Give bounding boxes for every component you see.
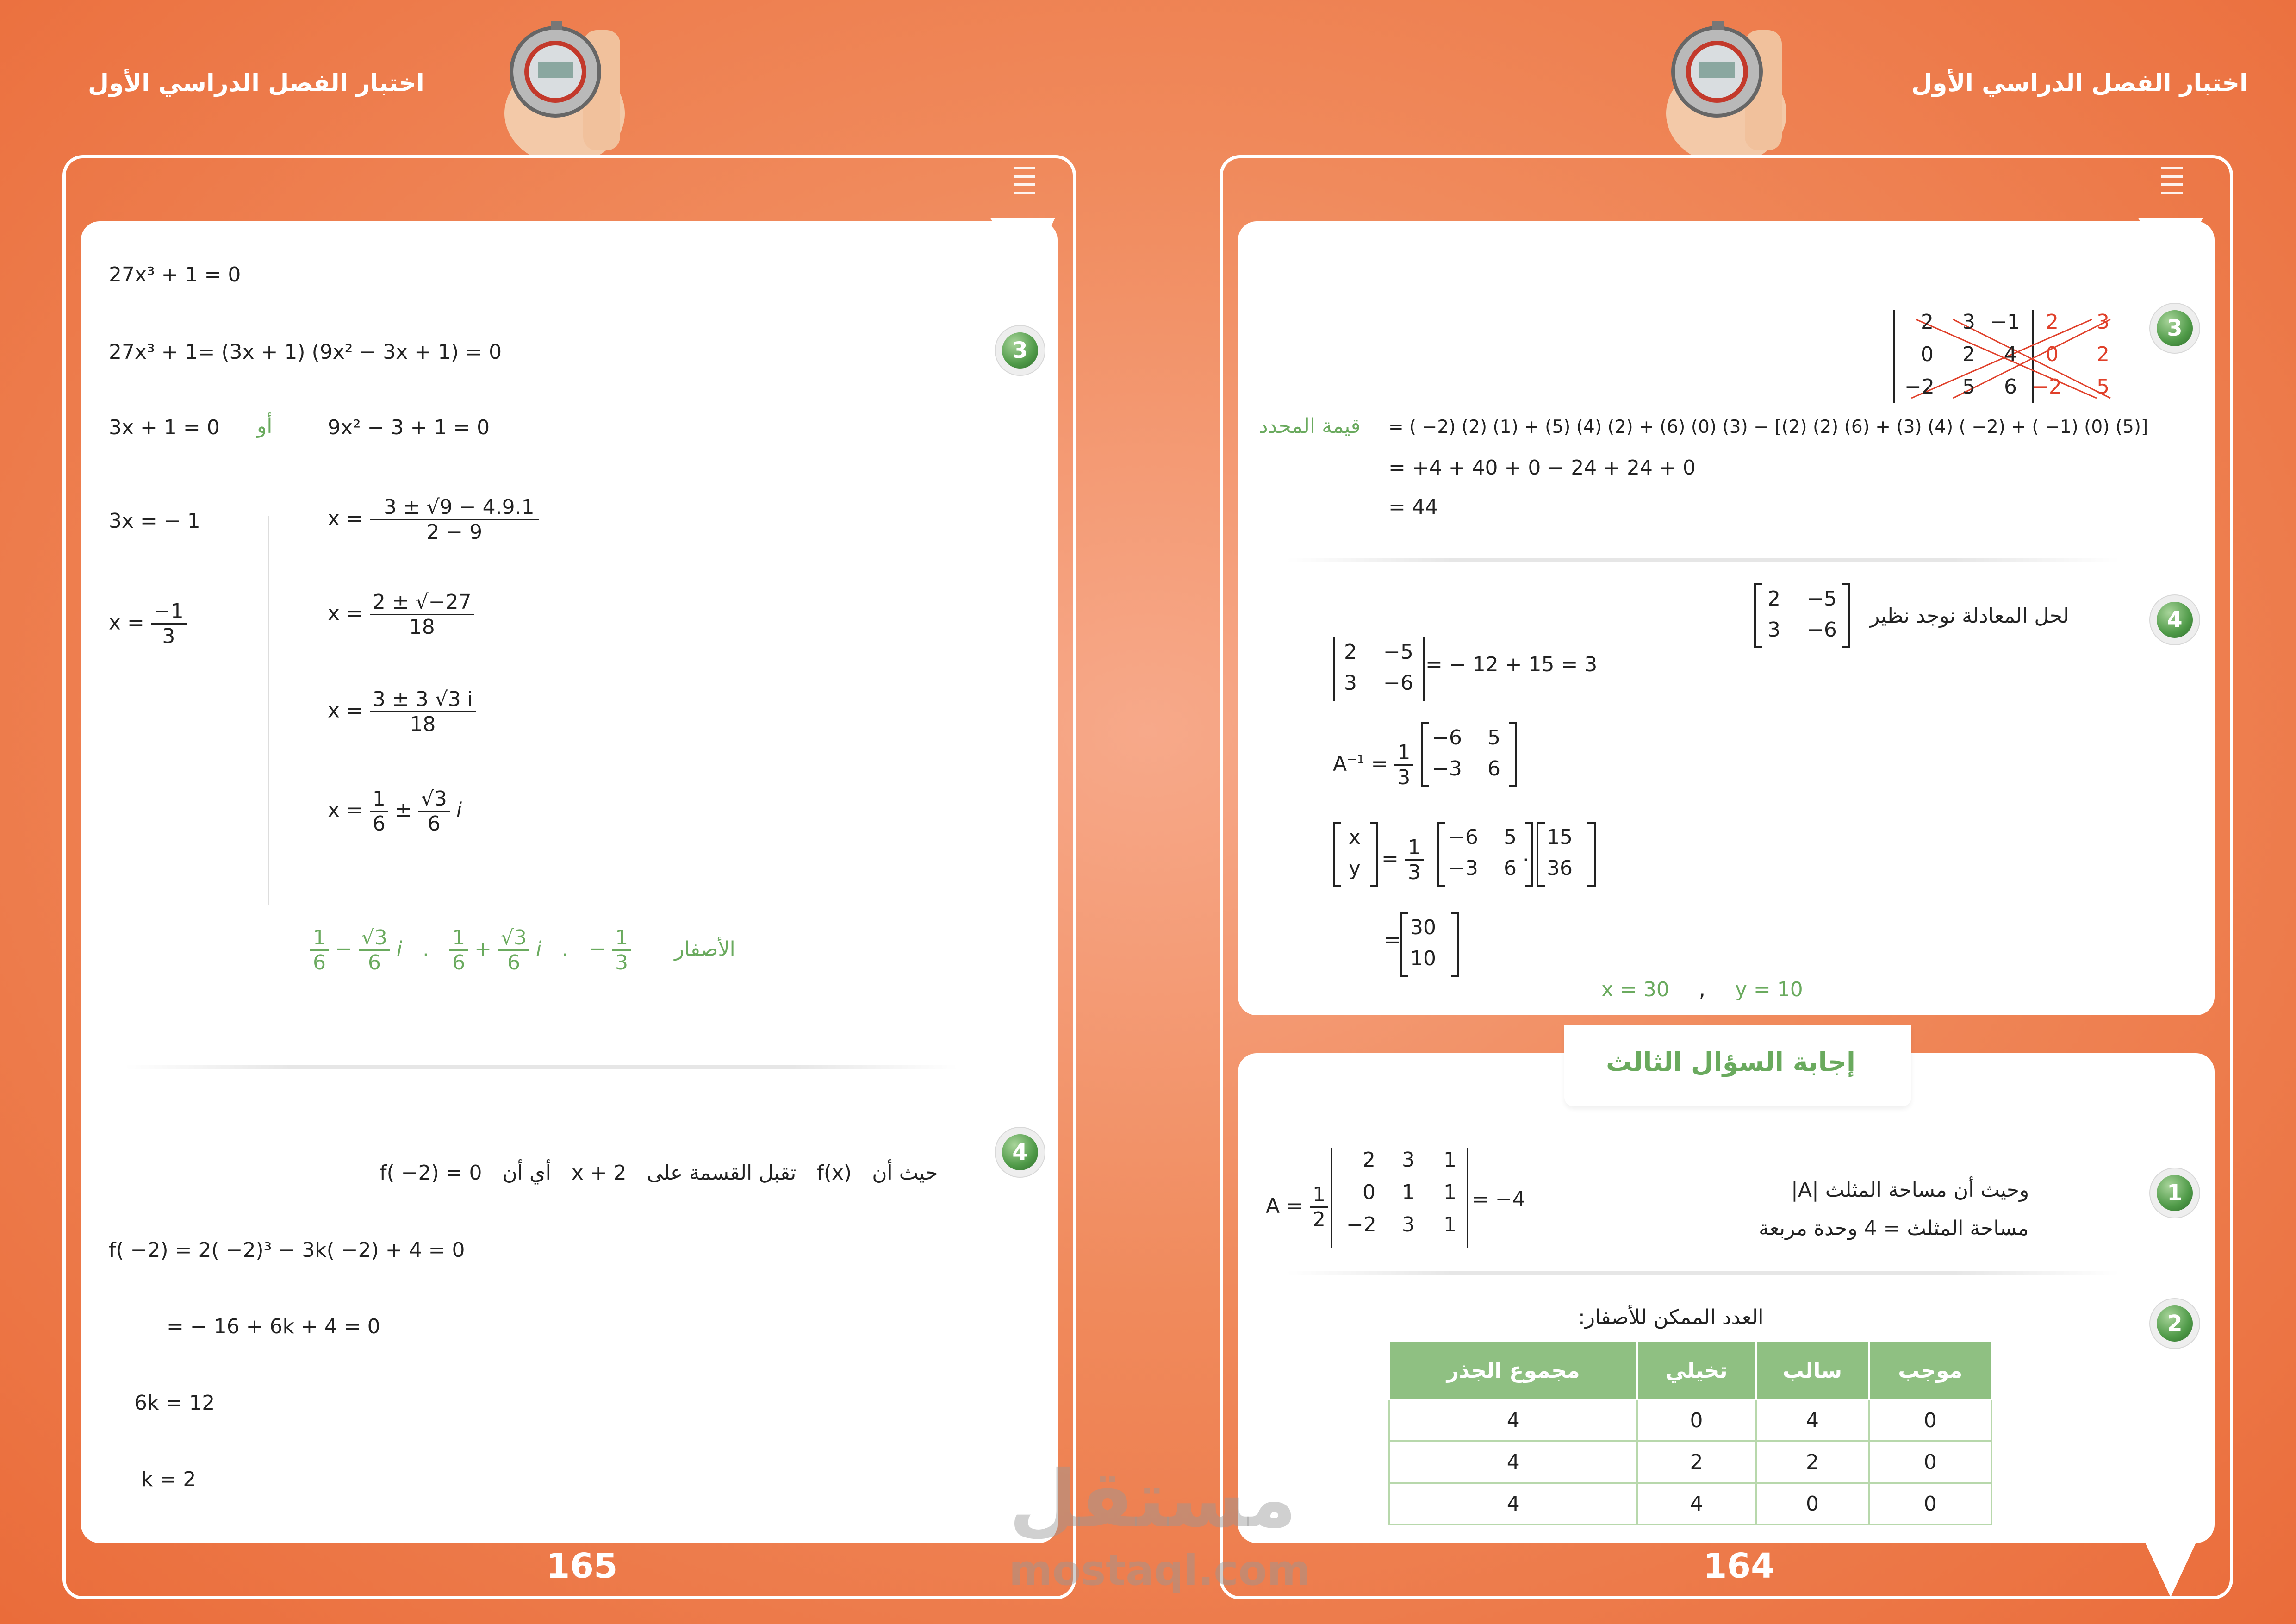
section-divider bbox=[1287, 558, 2120, 562]
x-eq-label: x = bbox=[328, 601, 363, 625]
vertical-divider bbox=[268, 516, 269, 905]
inverse-matrix bbox=[1421, 722, 1517, 787]
question-badge-3-left: 3 bbox=[1002, 332, 1038, 369]
watermark-latin: mostaql.com bbox=[1009, 1546, 1311, 1595]
x-eq-label: x = bbox=[109, 611, 144, 635]
eq-line-2: 27x³ + 1= (3x + 1) (9x² − 3x + 1) = 0 bbox=[109, 340, 502, 364]
matrix-cell: 2 bbox=[1921, 310, 1934, 334]
bracket-bl bbox=[1439, 885, 1445, 887]
fraction bbox=[370, 590, 474, 639]
fraction bbox=[370, 687, 476, 736]
divisor: x + 2 bbox=[571, 1161, 627, 1185]
fraction-numerator: 1 bbox=[449, 926, 468, 951]
bracket-br bbox=[1525, 885, 1531, 887]
matrix-cell: −5 bbox=[1383, 640, 1413, 664]
matrix-cell: 5 bbox=[1487, 726, 1500, 750]
matrix-cell: −3 bbox=[1448, 856, 1478, 880]
vector-cell: y bbox=[1349, 856, 1361, 880]
fraction-denominator: 3 bbox=[615, 951, 628, 974]
a-inverse-label bbox=[1333, 741, 1413, 789]
result-equals: = bbox=[1384, 928, 1401, 952]
matrix-cell: 3 bbox=[1402, 1148, 1415, 1172]
bracket-tl bbox=[1423, 722, 1429, 724]
vector-cell: 36 bbox=[1547, 856, 1573, 880]
quadratic-step-2 bbox=[328, 590, 474, 639]
bracket-tr bbox=[1370, 822, 1376, 824]
x-eq-label: x = bbox=[328, 699, 363, 723]
bracket-tr bbox=[1509, 722, 1515, 724]
stopwatch-hand-image-right bbox=[1648, 21, 1796, 155]
question-badge-3-right: 3 bbox=[2157, 310, 2193, 346]
bracket-bl bbox=[1402, 975, 1408, 977]
section-divider bbox=[1287, 1271, 2120, 1275]
menu-lines-icon-right bbox=[2161, 167, 2183, 200]
imaginary-unit: i bbox=[536, 937, 542, 961]
fraction-denominator: 18 bbox=[410, 712, 436, 736]
separator: . bbox=[562, 937, 569, 961]
table-cell: 4 bbox=[1756, 1399, 1869, 1441]
bracket-br bbox=[1587, 885, 1594, 887]
bracket-tl bbox=[1439, 822, 1445, 824]
col-header-total: مجموع الجذر bbox=[1389, 1341, 1637, 1399]
fraction-denominator: 3 bbox=[1407, 861, 1421, 884]
bracket-tr bbox=[1451, 912, 1457, 914]
fraction-numerator: √3 bbox=[498, 926, 529, 951]
inverse-sup: −1 bbox=[1347, 752, 1365, 767]
fraction bbox=[370, 495, 539, 544]
dot-operator: . bbox=[1523, 843, 1529, 866]
table-cell: 0 bbox=[1869, 1483, 1991, 1524]
ext-cell: 2 bbox=[2046, 310, 2059, 334]
fraction-numerator: 1 bbox=[310, 926, 329, 951]
minus-sign: − bbox=[589, 937, 606, 961]
question-badge-4-left: 4 bbox=[1002, 1134, 1038, 1170]
quadratic-step-3 bbox=[328, 687, 476, 736]
fraction-numerator: 1 bbox=[1394, 741, 1413, 766]
menu-lines-icon bbox=[1014, 167, 1035, 200]
section-divider bbox=[125, 1065, 958, 1069]
matrix-cell: 5 bbox=[1504, 825, 1517, 849]
matrix-cell: 3 bbox=[1767, 618, 1780, 642]
fraction-numerator: 1 bbox=[370, 787, 388, 812]
area-det-result: = −4 bbox=[1472, 1187, 1525, 1211]
fraction-numerator: √3 bbox=[359, 926, 390, 951]
answer-line bbox=[1601, 978, 1803, 1001]
vector-cell: x bbox=[1349, 825, 1361, 849]
ext-cell: 5 bbox=[2097, 375, 2109, 399]
ext-cell: 0 bbox=[2046, 343, 2059, 366]
stopwatch-hand-image bbox=[486, 21, 634, 155]
plus-sign: + bbox=[474, 937, 492, 961]
left-header-title: اختبار الفصل الدراسي الأول bbox=[88, 69, 424, 97]
fraction-denominator: 6 bbox=[507, 951, 521, 974]
xy-equation-coef bbox=[1381, 836, 1424, 884]
area-line-2: مساحة المثلث = 4 وحدة مربعة bbox=[1759, 1217, 2029, 1240]
fraction bbox=[449, 926, 468, 974]
statement-part: أي أن bbox=[502, 1161, 551, 1185]
imaginary-unit: i bbox=[456, 798, 462, 822]
matrix-cell: 2 bbox=[1962, 343, 1975, 366]
bracket-br bbox=[1370, 885, 1376, 887]
eq-line-1: 27x³ + 1 = 0 bbox=[109, 263, 241, 287]
matrix-cell: 1 bbox=[1444, 1148, 1456, 1172]
bracket-br bbox=[1842, 646, 1848, 648]
area-det-matrix bbox=[1331, 1148, 1468, 1248]
fraction-numerator: 3 ± 3 √3 i bbox=[370, 687, 476, 712]
bracket-tl bbox=[1335, 822, 1341, 824]
table-cell: 4 bbox=[1389, 1399, 1637, 1441]
det-line-2: = +4 + 40 + 0 − 24 + 24 + 0 bbox=[1388, 456, 1696, 480]
bracket-br bbox=[1509, 785, 1515, 787]
matrix-cell: 1 bbox=[1444, 1213, 1456, 1237]
matrix-cell: −1 bbox=[1990, 310, 2020, 334]
fraction bbox=[370, 787, 388, 836]
fraction bbox=[498, 926, 529, 974]
table-cell: 4 bbox=[1389, 1441, 1637, 1483]
x-eq-label: x = bbox=[328, 798, 363, 822]
bracket-tr bbox=[1525, 822, 1531, 824]
matrix-cell: −3 bbox=[1432, 757, 1462, 781]
fraction bbox=[151, 600, 187, 648]
eq-line-3a: 3x + 1 = 0 bbox=[109, 416, 220, 439]
fraction-numerator: −1 bbox=[151, 600, 187, 625]
result-vector bbox=[1400, 912, 1459, 977]
determinant-sarrus bbox=[1893, 310, 2124, 403]
bracket-tl bbox=[1402, 912, 1408, 914]
fraction bbox=[1405, 836, 1424, 884]
intro-matrix bbox=[1754, 583, 1850, 648]
bracket-bl bbox=[1538, 885, 1545, 887]
table-cell: 0 bbox=[1869, 1399, 1991, 1441]
separator: . bbox=[423, 937, 429, 961]
zeros-caption: العدد الممكن للأصفار: bbox=[1578, 1305, 1764, 1329]
q4-line-1: f( −2) = 2( −2)³ − 3k( −2) + 4 = 0 bbox=[109, 1238, 465, 1262]
ext-cell: 2 bbox=[2097, 343, 2109, 366]
fraction bbox=[418, 787, 450, 836]
inverse-matrix-2 bbox=[1437, 822, 1533, 887]
table-cell: 0 bbox=[1756, 1483, 1869, 1524]
fraction-denominator: 2 bbox=[1312, 1208, 1325, 1231]
page-number-right: 164 bbox=[1703, 1546, 1775, 1586]
fraction bbox=[359, 926, 390, 974]
matrix-cell: −2 bbox=[1904, 375, 1935, 399]
plus-minus: ± bbox=[394, 798, 412, 822]
det-line-3: = 44 bbox=[1388, 495, 1438, 519]
a-letter: A bbox=[1333, 752, 1347, 776]
det-line-1: = ( −2) (2) (1) + (5) (4) (2) + (6) (0) (3) − [(2) (2) (6) + (3) (4) ( −2) + ( −1) (0) (5)] bbox=[1388, 417, 2148, 437]
equals: = bbox=[1371, 752, 1388, 776]
q4-statement bbox=[366, 1161, 938, 1185]
bracket-bl bbox=[1756, 646, 1762, 648]
fraction-numerator: √3 bbox=[418, 787, 450, 812]
q4-line-4: k = 2 bbox=[141, 1468, 196, 1491]
fraction bbox=[310, 926, 329, 974]
left-content-sheet bbox=[81, 221, 1058, 1543]
eq-x-root bbox=[109, 600, 187, 648]
matrix-cell: 5 bbox=[1962, 375, 1975, 399]
condition: f( −2) = 0 bbox=[380, 1161, 482, 1185]
matrix-cell: 4 bbox=[2004, 343, 2017, 366]
imaginary-unit: i bbox=[396, 937, 403, 961]
matrix-cell: −6 bbox=[1807, 618, 1837, 642]
watermark-arabic: مستقل bbox=[1009, 1454, 1297, 1545]
answer-y: y = 10 bbox=[1735, 978, 1803, 1001]
table-header-row bbox=[1389, 1341, 1991, 1399]
zeros-line bbox=[310, 926, 735, 974]
matrix-cell: 6 bbox=[2004, 375, 2017, 399]
matrix-cell: −2 bbox=[1346, 1213, 1376, 1237]
fraction-denominator: 6 bbox=[372, 812, 386, 836]
fraction bbox=[1310, 1183, 1328, 1231]
statement-part: تقبل القسمة على bbox=[647, 1161, 796, 1185]
answer-badge-2: 2 bbox=[2157, 1305, 2193, 1342]
answer-separator: , bbox=[1699, 978, 1705, 1001]
vector-cell: 10 bbox=[1410, 947, 1436, 970]
vector-cell: 30 bbox=[1410, 916, 1436, 939]
answer-badge-1: 1 bbox=[2157, 1175, 2193, 1211]
fraction bbox=[612, 926, 631, 974]
matrix-cell: 6 bbox=[1504, 856, 1517, 880]
table-row bbox=[1389, 1441, 1991, 1483]
matrix-cell: 2 bbox=[1363, 1148, 1375, 1172]
table-cell: 4 bbox=[1389, 1483, 1637, 1524]
question-badge-4-right: 4 bbox=[2157, 602, 2193, 638]
col-header-positive: موجب bbox=[1869, 1341, 1991, 1399]
ext-cell: 3 bbox=[2097, 310, 2109, 334]
matrix-cell: 3 bbox=[1402, 1213, 1415, 1237]
right-header-title: اختبار الفصل الدراسي الأول bbox=[1911, 69, 2248, 97]
answer-x: x = 30 bbox=[1601, 978, 1669, 1001]
bracket-bl bbox=[1423, 785, 1429, 787]
fraction-denominator: 6 bbox=[367, 951, 381, 974]
x-eq-label: x = bbox=[328, 506, 363, 531]
fraction-denominator: 6 bbox=[452, 951, 466, 974]
xy-vector bbox=[1333, 822, 1378, 887]
minus-sign: − bbox=[335, 937, 352, 961]
table-cell: 2 bbox=[1637, 1441, 1756, 1483]
q4-intro: لحل المعادلة نوجد نظير bbox=[1870, 604, 2069, 628]
matrix-cell: 0 bbox=[1363, 1181, 1375, 1204]
area-a-label bbox=[1266, 1183, 1328, 1231]
matrix-cell: 3 bbox=[1962, 310, 1975, 334]
matrix-cell: −6 bbox=[1383, 671, 1413, 695]
fraction-denominator: 6 bbox=[313, 951, 326, 974]
quadratic-step-1 bbox=[328, 495, 539, 544]
fraction-numerator: 2 ± √−27 bbox=[370, 590, 474, 615]
matrix-cell: 6 bbox=[1487, 757, 1500, 781]
vector-cell: 15 bbox=[1547, 825, 1573, 849]
fraction bbox=[1394, 741, 1413, 789]
table-row bbox=[1389, 1399, 1991, 1441]
fraction-denominator: 6 bbox=[427, 812, 441, 836]
equals: = bbox=[1381, 847, 1399, 871]
fx-label: f(x) bbox=[816, 1161, 852, 1185]
table-cell: 4 bbox=[1637, 1483, 1756, 1524]
section-title: إجابة السؤال الثالث bbox=[1606, 1047, 1856, 1077]
col-header-imaginary: تخيلي bbox=[1637, 1341, 1756, 1399]
bracket-bl bbox=[1335, 885, 1341, 887]
fraction-denominator: 3 bbox=[1397, 766, 1411, 789]
q4-line-2: = − 16 + 6k + 4 = 0 bbox=[167, 1315, 380, 1338]
matrix-cell: 1 bbox=[1444, 1181, 1456, 1204]
area-line-1: وحيث أن مساحة المثلث |A| bbox=[1791, 1178, 2029, 1202]
eq-line-4: 3x = − 1 bbox=[109, 509, 200, 533]
det-value-label: قيمة المحدد bbox=[1259, 414, 1361, 438]
rhs-vector bbox=[1537, 822, 1596, 887]
col-header-negative: سالب bbox=[1756, 1341, 1869, 1399]
matrix-cell: 3 bbox=[1344, 671, 1357, 695]
matrix-cell: 0 bbox=[1921, 343, 1934, 366]
eq-line-3b: 9x² − 3 + 1 = 0 bbox=[328, 416, 490, 439]
table-cell: 0 bbox=[1869, 1441, 1991, 1483]
matrix-cell: 1 bbox=[1402, 1181, 1415, 1204]
q4-line-3: 6k = 12 bbox=[134, 1391, 215, 1415]
matrix-cell: −5 bbox=[1807, 587, 1837, 611]
ext-cell: −2 bbox=[2032, 375, 2062, 399]
quadratic-step-4 bbox=[328, 787, 462, 836]
a-equals: A = bbox=[1266, 1194, 1303, 1218]
page-number-left: 165 bbox=[546, 1546, 618, 1586]
matrix-cell: −6 bbox=[1448, 825, 1478, 849]
matrix-cell: 2 bbox=[1344, 640, 1357, 664]
fraction-numerator: 1 bbox=[612, 926, 631, 951]
bracket-tl bbox=[1756, 583, 1762, 585]
statement-part: حيث أن bbox=[872, 1161, 938, 1185]
table-row bbox=[1389, 1483, 1991, 1524]
det-2x2-result: = − 12 + 15 = 3 bbox=[1425, 653, 1598, 676]
bracket-br bbox=[1451, 975, 1457, 977]
matrix-cell: −6 bbox=[1432, 726, 1462, 750]
zeros-table bbox=[1388, 1340, 1992, 1525]
bracket-tr bbox=[1587, 822, 1594, 824]
matrix-cell: 2 bbox=[1767, 587, 1780, 611]
fraction-denominator: 18 bbox=[409, 615, 435, 639]
or-word: أو bbox=[257, 414, 273, 438]
zeros-label: الأصفار bbox=[674, 937, 735, 961]
table-cell: 2 bbox=[1756, 1441, 1869, 1483]
fraction-denominator: 3 bbox=[162, 625, 175, 648]
bracket-tl bbox=[1538, 822, 1545, 824]
bracket-tr bbox=[1842, 583, 1848, 585]
fraction-numerator: 3 ± √9 − 4.9.1 bbox=[370, 495, 539, 520]
fraction-numerator: 1 bbox=[1310, 1183, 1328, 1208]
fraction-numerator: 1 bbox=[1405, 836, 1424, 861]
table-cell: 0 bbox=[1637, 1399, 1756, 1441]
det-2x2 bbox=[1333, 637, 1425, 701]
fraction-denominator: 2 − 9 bbox=[426, 520, 483, 544]
